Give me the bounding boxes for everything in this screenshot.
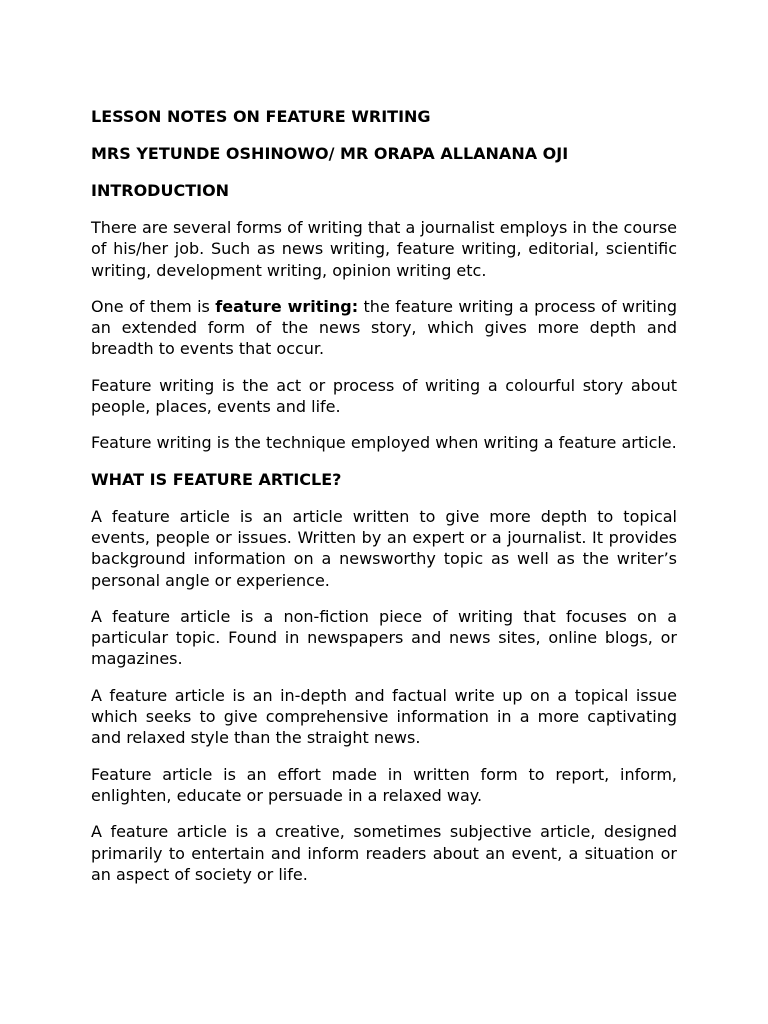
intro-paragraph-2 (91, 296, 677, 360)
document-page (91, 106, 677, 900)
intro-paragraph-4: Feature writing is the technique employed when writing a feature article. (91, 433, 677, 453)
intro-paragraph-2-lead: One of them is (91, 296, 216, 316)
feature-writing-term: feature writing: (215, 296, 359, 316)
introduction-heading: INTRODUCTION (91, 181, 230, 200)
document-title: LESSON NOTES ON FEATURE WRITING (91, 107, 431, 126)
feature-article-heading: WHAT IS FEATURE ARTICLE? (91, 469, 342, 489)
intro-paragraph-3: Feature writing is the act or process of writing a colourful story about people, places, events and life. (91, 375, 677, 417)
document-authors: MRS YETUNDE OSHINOWO/ MR ORAPA ALLANANA OJI (91, 144, 569, 163)
intro-paragraph-1: There are several forms of writing that a journalist employs in the course of his/her job. Such as news writing, feature writing, editorial, scientific writing, development writing, opinion writing etc. (91, 218, 677, 280)
definition-paragraph-1: A feature article is an article written to give more depth to topical events, people or issues. Written by an expert or a journalist. It provides background information on a newsworthy topic as well as the writer’s personal angle or experience. (91, 506, 677, 590)
definition-paragraph-4: Feature article is an effort made in written form to report, inform, enlighten, educate or persuade in a relaxed way. (91, 764, 677, 805)
definition-paragraph-2: A feature article is a non-fiction piece of writing that focuses on a particular topic. Found in newspapers and news sites, online blogs, or magazines. (91, 606, 677, 669)
intro-paragraph-2-rest: the feature writing a process of writing an extended form of the news story, which gives more depth and breadth to events that occur. (91, 296, 677, 359)
definition-paragraph-3: A feature article is an in-depth and factual write up on a topical issue which seeks to give comprehensive information in a more captivating and relaxed style than the straight news. (91, 685, 677, 748)
definition-paragraph-5: A feature article is a creative, sometimes subjective article, designed primarily to entertain and inform readers about an event, a situation or an aspect of society or life. (91, 822, 677, 884)
